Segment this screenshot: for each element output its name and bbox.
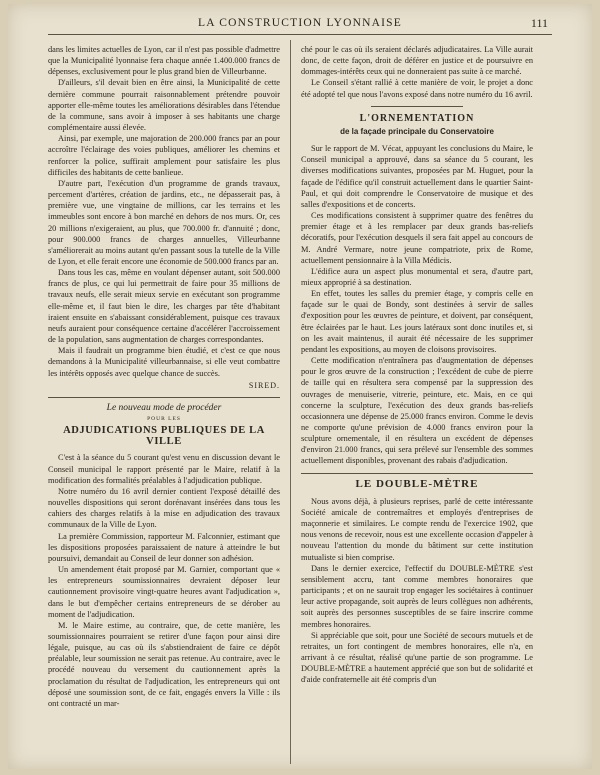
paragraph: D'autre part, l'exécution d'un programme de grands travaux, percement d'artères, création de jardins, etc., ne dépasserait pas, à première vue, une vingtaine de millions, car les terrains et les immeubles sont encore à bon marché en dehors de nos murs. Or, ces 20 millions n'exigeraient, au plus, que 700.000 fr. d'annuité ; donc, pour 900.000 francs de charges annuelles, Villeurbanne s'améliorerait au moins autant qu'en passant sous la tutelle de la Ville de Lyon, et elle ferait encore une économie de 500.000 francs par an.	[48, 178, 280, 266]
article-adjudications-continued	[301, 44, 533, 100]
article-ornementation-body	[301, 143, 533, 467]
paragraph: Sur le rapport de M. Vécat, appuyant les conclusions du Maire, le Conseil municipal a approuvé, dans sa séance du 5 courant, les diverses modifications suivantes, proposées par M. Huguet, pour la façade de l'édifice qu'il construit actuellement dans le quartier Saint-Paul, et qui doit comprendre le Conservatoire de musique et des salles d'expositions et de concerts.	[301, 144, 533, 209]
paragraph: L'édifice aura un aspect plus monumental et sera, d'autre part, mieux approprié à sa destination.	[301, 266, 533, 287]
paragraph: Ces modifications consistent à supprimer quatre des fenêtres du premier étage et à les remplacer par deux grands bas-reliefs décoratifs, pour l'exécution desquels il sera fait appel au concours de M. André Vermare, notre jeune compatriote, prix de Rome, actuellement pensionnaire à la Villa Médicis.	[301, 211, 533, 265]
section-heading-double-metre: LE DOUBLE-MÈTRE	[355, 477, 479, 490]
journal-title: LA CONSTRUCTION LYONNAISE	[198, 17, 402, 29]
section-rule	[371, 106, 464, 107]
paragraph: D'ailleurs, s'il devait bien en être ainsi, la Municipalité de cette dernière commune pourrait raisonnablement prétendre pouvoir apporter elle-même toutes les améliorations désirables dans l'étendue de la commune, sans avoir à imposer à ses habitants une charge complémentaire aussi élevée.	[48, 78, 280, 133]
paragraph: Dans tous les cas, même en voulant dépenser autant, soit 500.000 francs de plus, ce qui lui permettrait de faire pour 35 millions de travaux neufs, elle serait mieux servie en exécutant son programme elle-même et, il faut bien le dire, les charges par tête d'habitant iraient ensuite en s'abaissant considérablement, puisque ces travaux neufs auraient pour conséquence certaine d'accélérer l'accroissement de la population, sans augmentation de charges correspondantes.	[48, 268, 280, 345]
paragraph: Ainsi, par exemple, une majoration de 200.000 francs par an pour accroître l'éclairage des voies publiques, améliorer les chemins et renforcer la police, suffirait amplement pour satisfaire les plus difficiles des habitants de cette banlieue.	[48, 134, 280, 177]
article-villeurbanne-body	[48, 44, 280, 379]
section-heading-adjudications: ADJUDICATIONS PUBLIQUES DE LA VILLE	[63, 425, 265, 448]
paragraph: Notre numéro du 16 avril dernier contient l'exposé détaillé des nouvelles dispositions qui seront dorénavant insérées dans tous les cahiers des charges relatifs à la mise en adjudication des travaux communaux de la Ville de Lyon.	[48, 486, 280, 530]
paragraph: Dans le dernier exercice, l'effectif du DOUBLE-MÈTRE s'est sensiblement accru, tant comme membres honoraires que participants ; et on ne saurait trop engager les sociétaires à continuer leur active propagande, soit auprès de leurs collègues non adhérents, soit auprès des personnes susceptibles de se faire inscrire comme membres honoraires.	[301, 563, 533, 629]
paragraph: Nous avons déjà, à plusieurs reprises, parlé de cette intéressante Société amicale de contremaîtres et employés d'entreprises de maçonnerie et similaires. Le compte rendu de l'exercice 1902, que nous venons de recevoir, nous est une excellente occasion d'appeler à nouveau l'attention du monde du bâtiment sur cette institution mutualiste si bien comprise.	[301, 496, 533, 562]
page-number: 111	[530, 16, 548, 30]
paragraph: En effet, toutes les salles du premier étage, y compris celle en façade sur le quai de Bondy, sont destinées à servir de salles d'exposition pour les œuvres de peinture, et doivent, par conséquent, être éclairées par le haut. Les jours latéraux sont donc inutiles et, si on les avait maintenus, il aurait été nécessaire de les supprimer pendant les expositions, au moyen de cloisons provisoires.	[301, 289, 533, 354]
section-kicker: Le nouveau mode de procéder	[106, 402, 222, 413]
page-header	[48, 14, 552, 35]
paragraph: Cette modification n'entraînera pas d'augmentation de dépenses pour le gros œuvre de la construction ; l'excédent de cube de pierre de taille qui en résultera sera compensé par la suppression des ouvrages de menuiserie, vitrerie, peinture, etc. Mais, en ce qui concerne la sculpture, l'exécution des deux grands bas-reliefs occasionnera une dépense de 25.000 francs environ. Comme le devis ne comporte qu'une prévision de 4.000 francs environ pour la sculpture ornementale, il en résultera un excédent de dépenses d'environ 21.000 francs, qui sera prélevé sur l'ensemble des sommes actuellement disponibles, provenant des rabais d'adjudication.	[301, 356, 533, 466]
section-connector: POUR LES	[147, 416, 181, 422]
left-column	[48, 44, 280, 709]
page-sheet	[8, 4, 592, 769]
paragraph: ché pour le cas où ils seraient déclarés adjudicataires. La Ville aurait donc, de cette façon, droit de déférer en justice et de poursuivre en dommages-intérêts ceux qui ne donneraient pas suite à ce marché.	[301, 45, 533, 77]
column-divider	[290, 40, 291, 764]
section-rule	[48, 397, 280, 398]
paragraph: C'est à la séance du 5 courant qu'est venu en discussion devant le Conseil municipal le rapport présenté par le Maire, relatif à la modification des formalités préalables à l'adjudication publique.	[48, 453, 280, 485]
paragraph: dans les limites actuelles de Lyon, car il n'est pas possible d'admettre que la Municipalité lyonnaise fera chaque année 1.400.000 francs de dépenses, exclusivement pour le plus grand bien de Villeurbanne.	[48, 45, 280, 77]
article-signature: SIRED.	[248, 380, 280, 390]
section-heading-ornementation: L'ORNEMENTATION	[359, 112, 475, 124]
section-rule	[301, 473, 533, 474]
paragraph: Si appréciable que soit, pour une Société de secours mutuels et de retraites, un fort contingent de membres honoraires, elle n'a, en arrivant à ce résultat, réalisé qu'une partie de son programme. Le DOUBLE-MÈTRE a hautement apprécié que son but de solidarité et d'aide confraternelle ait été compris d'un	[301, 630, 533, 685]
paragraph: La première Commission, rapporteur M. Falconnier, estimant que les dispositions proposées paraissaient de nature à atteindre le but poursuivi, demandait au Conseil de leur donner son adhésion.	[48, 531, 280, 563]
paragraph: Le Conseil s'étant rallié à cette manière de voir, le projet a donc été adopté tel que nous l'avons exposé dans notre numéro du 16 avril.	[301, 78, 533, 99]
paragraph: Mais il faudrait un programme bien étudié, et c'est ce que nous demandons à la Municipalité villeurbannaise, si elle veut combattre les intérêts opposés avec quelque chance de succès.	[48, 346, 280, 378]
section-subheading-conservatoire: de la façade principale du Conservatoire	[340, 126, 494, 136]
paragraph: M. le Maire estime, au contraire, que, de cette manière, les soumissionnaires pourraient se retirer d'une façon pour ainsi dire légale, puisque, au cas où ils s'abstiendraient de faire ce dépôt préalable, leur soumission ne serait pas retenue. Au contraire, avec le procédé nouveau du versement du cautionnement après la proclamation du résultat de l'adjudication, les entrepreneurs qui ont déposé une soumission sont, de ce fait, engagés envers la Ville : ils ont contracté un mar-	[48, 620, 280, 708]
article-adjudications-body	[48, 452, 280, 709]
paragraph: Un amendement était proposé par M. Garnier, comportant que « les entrepreneurs soumissionnaires devraient déposer leur cautionnement provisoire vingt-quatre heures avant l'adjudication », dans le but d'empêcher certains entrepreneurs de se dérober au moment de l'adjudication.	[48, 565, 280, 619]
right-column	[301, 44, 533, 685]
article-double-metre-body	[301, 496, 533, 686]
